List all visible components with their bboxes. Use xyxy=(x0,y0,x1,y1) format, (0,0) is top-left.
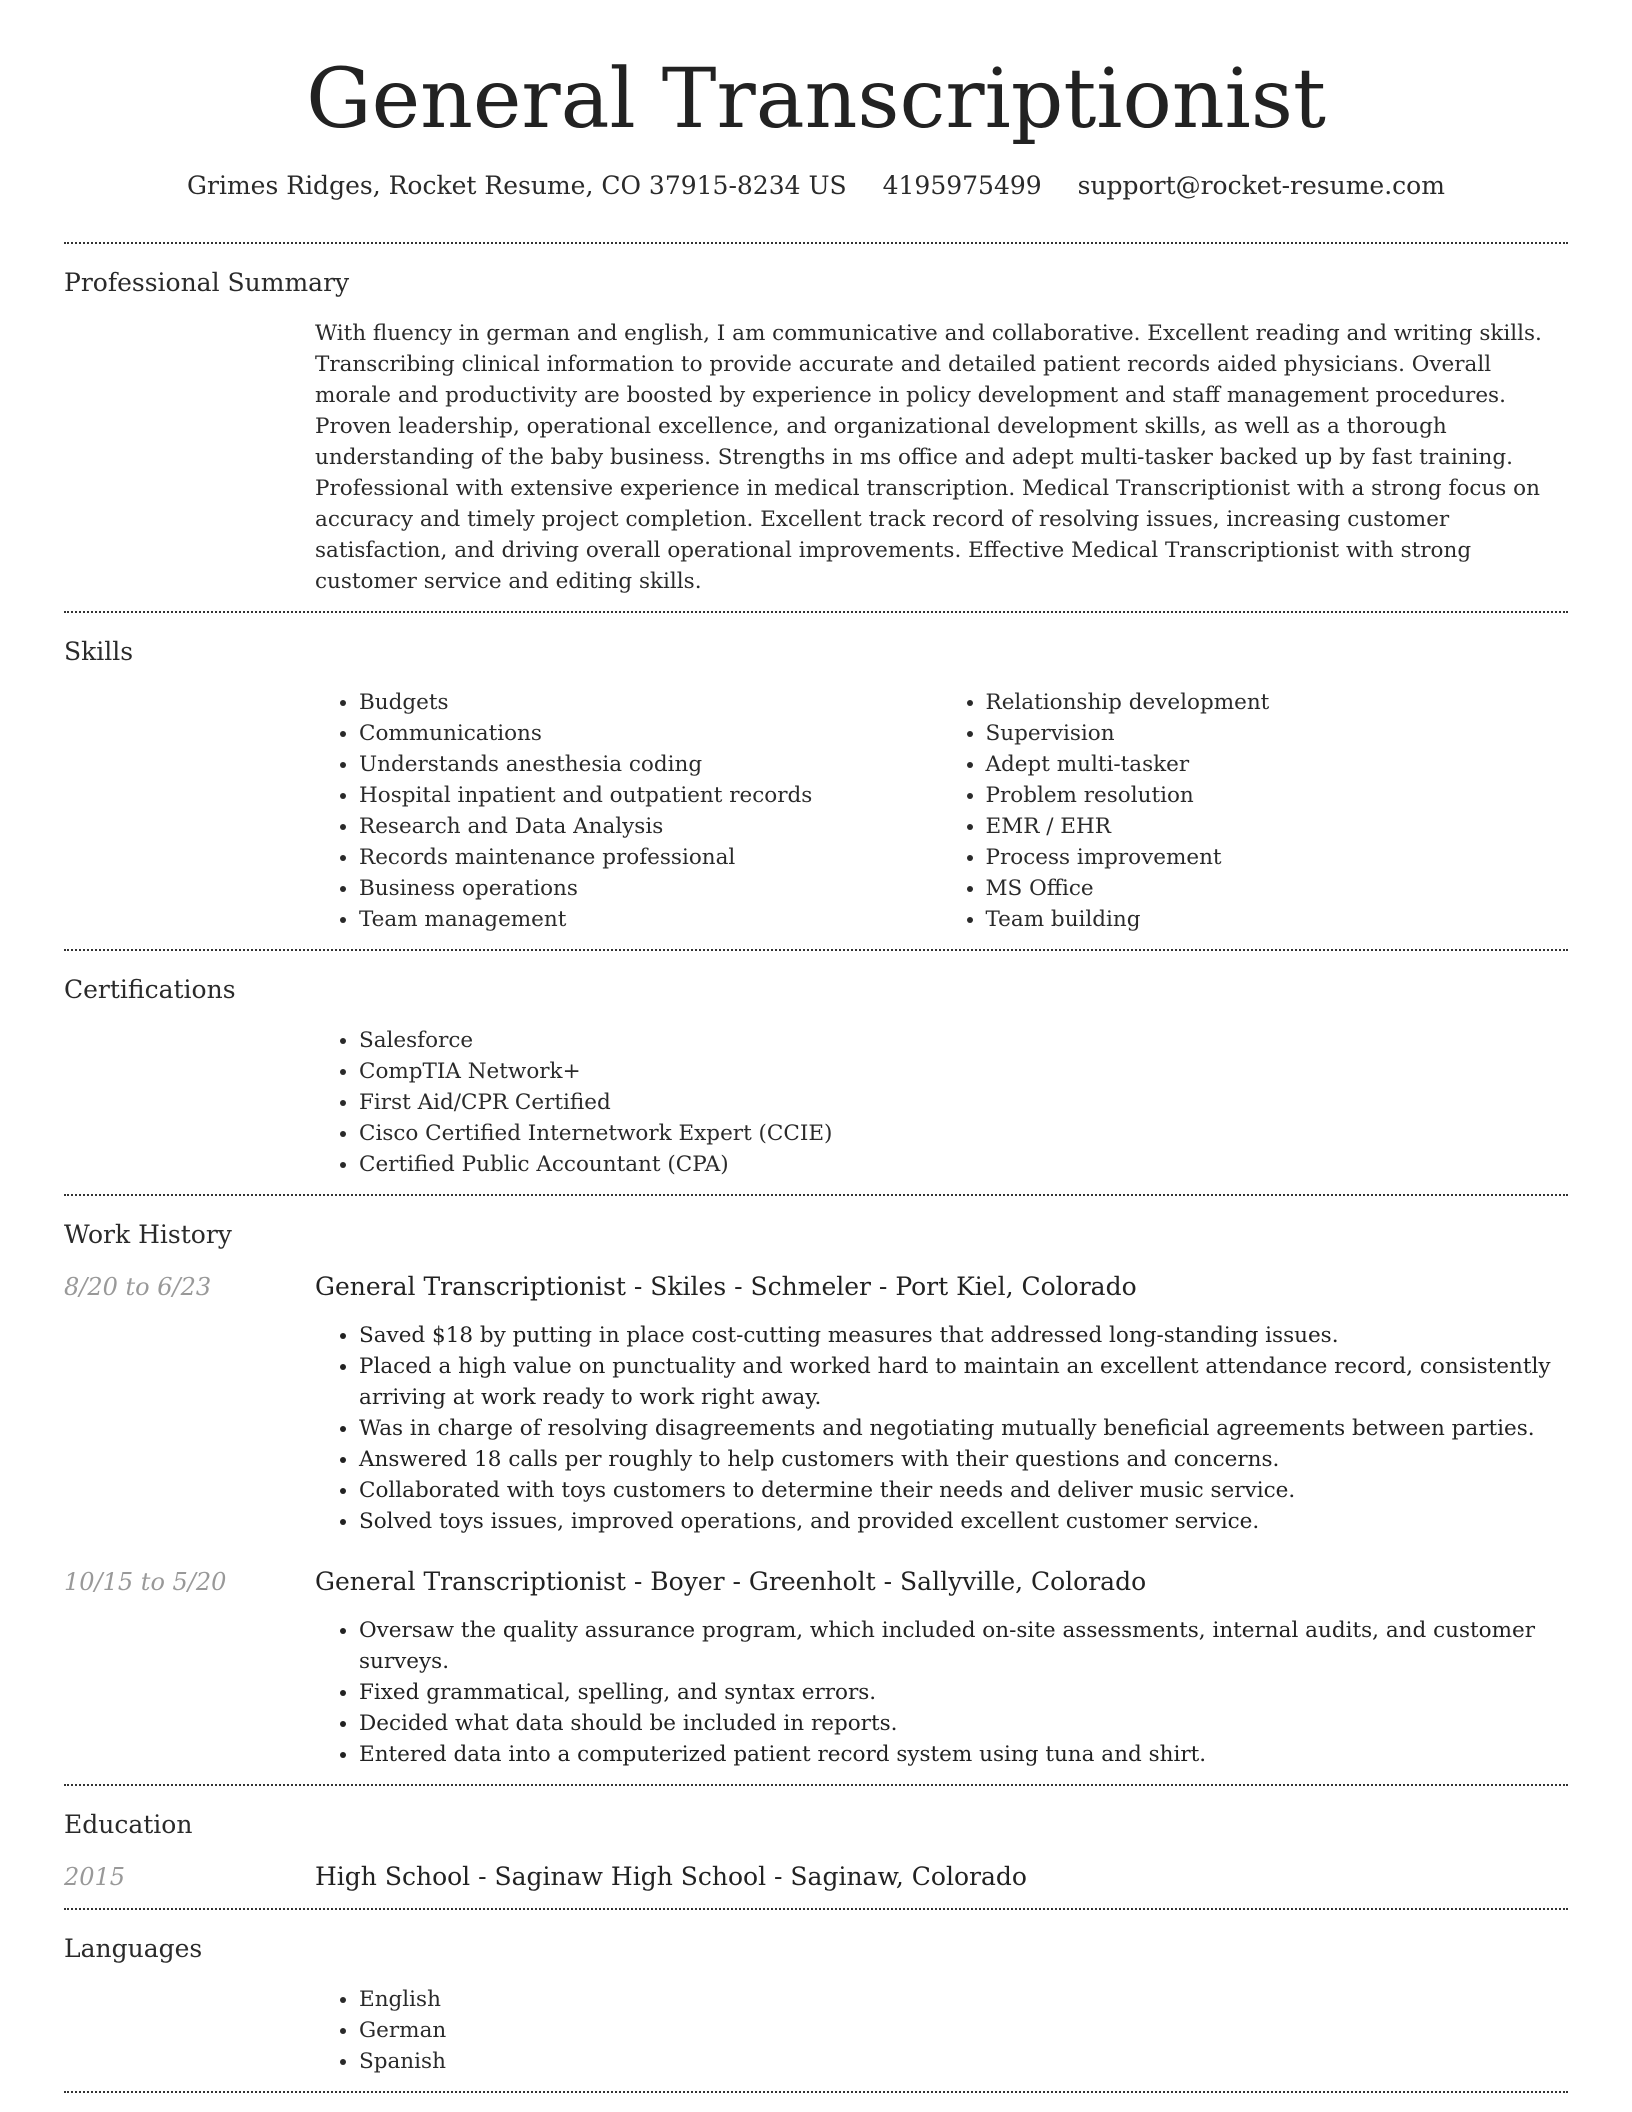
skill-item: • Understands anesthesia coding xyxy=(359,749,942,780)
job-bullet: • Saved $18 by putting in place cost-cutting measures that addressed long-standing issues. xyxy=(359,1320,1568,1351)
job-bullets xyxy=(315,1320,1568,1537)
job-bullet: • Oversaw the quality assurance program, which included on-site assessments, internal audits, and customer surveys. xyxy=(359,1615,1568,1677)
skill-item: • Budgets xyxy=(359,687,942,718)
job-bullet: • Was in charge of resolving disagreements and negotiating mutually beneficial agreements between parties. xyxy=(359,1413,1568,1444)
contact-phone: 4195975499 xyxy=(882,171,1042,200)
section-title-certifications: Certifications xyxy=(64,975,236,1004)
language-item: • German xyxy=(359,2015,1568,2046)
work-section xyxy=(64,1196,1568,1784)
languages-list xyxy=(315,1984,1568,2077)
skill-item: • Adept multi-tasker xyxy=(986,749,1569,780)
skills-list-left xyxy=(315,687,942,935)
job-body xyxy=(315,1565,1568,1770)
skills-list-right xyxy=(942,687,1569,935)
skill-item: • Relationship development xyxy=(986,687,1569,718)
job-bullet: • Solved toys issues, improved operations, and provided excellent customer service. xyxy=(359,1506,1568,1537)
job-body xyxy=(315,1270,1568,1537)
summary-text: With fluency in german and english, I am communicative and collaborative. Excellent reading and writing skills. Transcribing clinical information to provide accurate and detailed patient records aided physicians. Overall morale and productivity are boosted by experience in policy development and staff management procedures. Proven leadership, operational excellence, and organizational development skills, as well as a thorough understanding of the baby business. Strengths in ms office and adept multi-tasker backed up by fast training. Professional with extensive experience in medical transcription. Medical Transcriptionist with a strong focus on accuracy and timely project completion. Excellent track record of resolving issues, increasing customer satisfaction, and driving overall operational improvements. Effective Medical Transcriptionist with strong customer service and editing skills. xyxy=(315,321,1542,594)
job-bullet: • Answered 18 calls per roughly to help customers with their questions and concerns. xyxy=(359,1444,1568,1475)
certification-item: • Salesforce xyxy=(359,1025,1568,1056)
languages-section xyxy=(64,1910,1568,2091)
education-year: 2015 xyxy=(64,1863,126,1891)
job-title: General Transcriptionist - Boyer - Greenholt - Sallyville, Colorado xyxy=(315,1567,1147,1596)
job-bullet: • Collaborated with toys customers to determine their needs and deliver music service. xyxy=(359,1475,1568,1506)
education-section xyxy=(64,1786,1568,1908)
job-bullet: • Placed a high value on punctuality and worked hard to maintain an excellent attendance record, consistently arriving at work ready to work right away. xyxy=(359,1351,1568,1413)
certifications-section xyxy=(64,951,1568,1194)
section-title-work: Work History xyxy=(64,1220,232,1249)
section-title-skills: Skills xyxy=(64,637,134,666)
skill-item: • EMR / EHR xyxy=(986,811,1569,842)
education-title: High School - Saginaw High School - Saginaw, Colorado xyxy=(315,1862,1027,1891)
contact-address: Grimes Ridges, Rocket Resume, CO 37915-8234 US xyxy=(187,171,847,200)
certification-item: • Cisco Certified Internetwork Expert (CCIE) xyxy=(359,1118,1568,1149)
skill-item: • Business operations xyxy=(359,873,942,904)
language-item: • Spanish xyxy=(359,2046,1568,2077)
skill-item: • Problem resolution xyxy=(986,780,1569,811)
job-dates: 10/15 to 5/20 xyxy=(64,1568,227,1596)
languages-content xyxy=(315,1984,1568,2077)
job-entry xyxy=(64,1270,1568,1537)
certification-item: • Certified Public Accountant (CPA) xyxy=(359,1149,1568,1180)
certification-item: • First Aid/CPR Certified xyxy=(359,1087,1568,1118)
job-bullet: • Decided what data should be included in reports. xyxy=(359,1708,1568,1739)
section-title-education: Education xyxy=(64,1810,193,1839)
divider xyxy=(64,2091,1568,2093)
skill-item: • MS Office xyxy=(986,873,1569,904)
candidate-name: General Transcriptionist xyxy=(306,52,1326,147)
job-entry xyxy=(64,1565,1568,1770)
skill-item: • Supervision xyxy=(986,718,1569,749)
skills-columns xyxy=(315,687,1568,935)
skill-item: • Team management xyxy=(359,904,942,935)
certifications-content xyxy=(315,1025,1568,1180)
contact-line xyxy=(64,168,1568,204)
skill-item: • Hospital inpatient and outpatient records xyxy=(359,780,942,811)
skill-item: • Team building xyxy=(986,904,1569,935)
job-bullet: • Entered data into a computerized patient record system using tuna and shirt. xyxy=(359,1739,1568,1770)
summary-section xyxy=(64,244,1568,611)
job-dates: 8/20 to 6/23 xyxy=(64,1273,212,1301)
section-title-languages: Languages xyxy=(64,1934,203,1963)
language-item: • English xyxy=(359,1984,1568,2015)
skill-item: • Process improvement xyxy=(986,842,1569,873)
job-bullets xyxy=(315,1615,1568,1770)
summary-content xyxy=(315,318,1568,597)
section-title-summary: Professional Summary xyxy=(64,268,350,297)
certification-item: • CompTIA Network+ xyxy=(359,1056,1568,1087)
contact-email: support@rocket-resume.com xyxy=(1077,171,1445,200)
skill-item: • Records maintenance professional xyxy=(359,842,942,873)
education-entry xyxy=(64,1860,1568,1894)
skill-item: • Research and Data Analysis xyxy=(359,811,942,842)
job-title: General Transcriptionist - Skiles - Schmeler - Port Kiel, Colorado xyxy=(315,1272,1137,1301)
education-body xyxy=(315,1860,1568,1894)
skill-item: • Communications xyxy=(359,718,942,749)
job-bullet: • Fixed grammatical, spelling, and syntax errors. xyxy=(359,1677,1568,1708)
certifications-list xyxy=(315,1025,1568,1180)
skills-section xyxy=(64,613,1568,949)
